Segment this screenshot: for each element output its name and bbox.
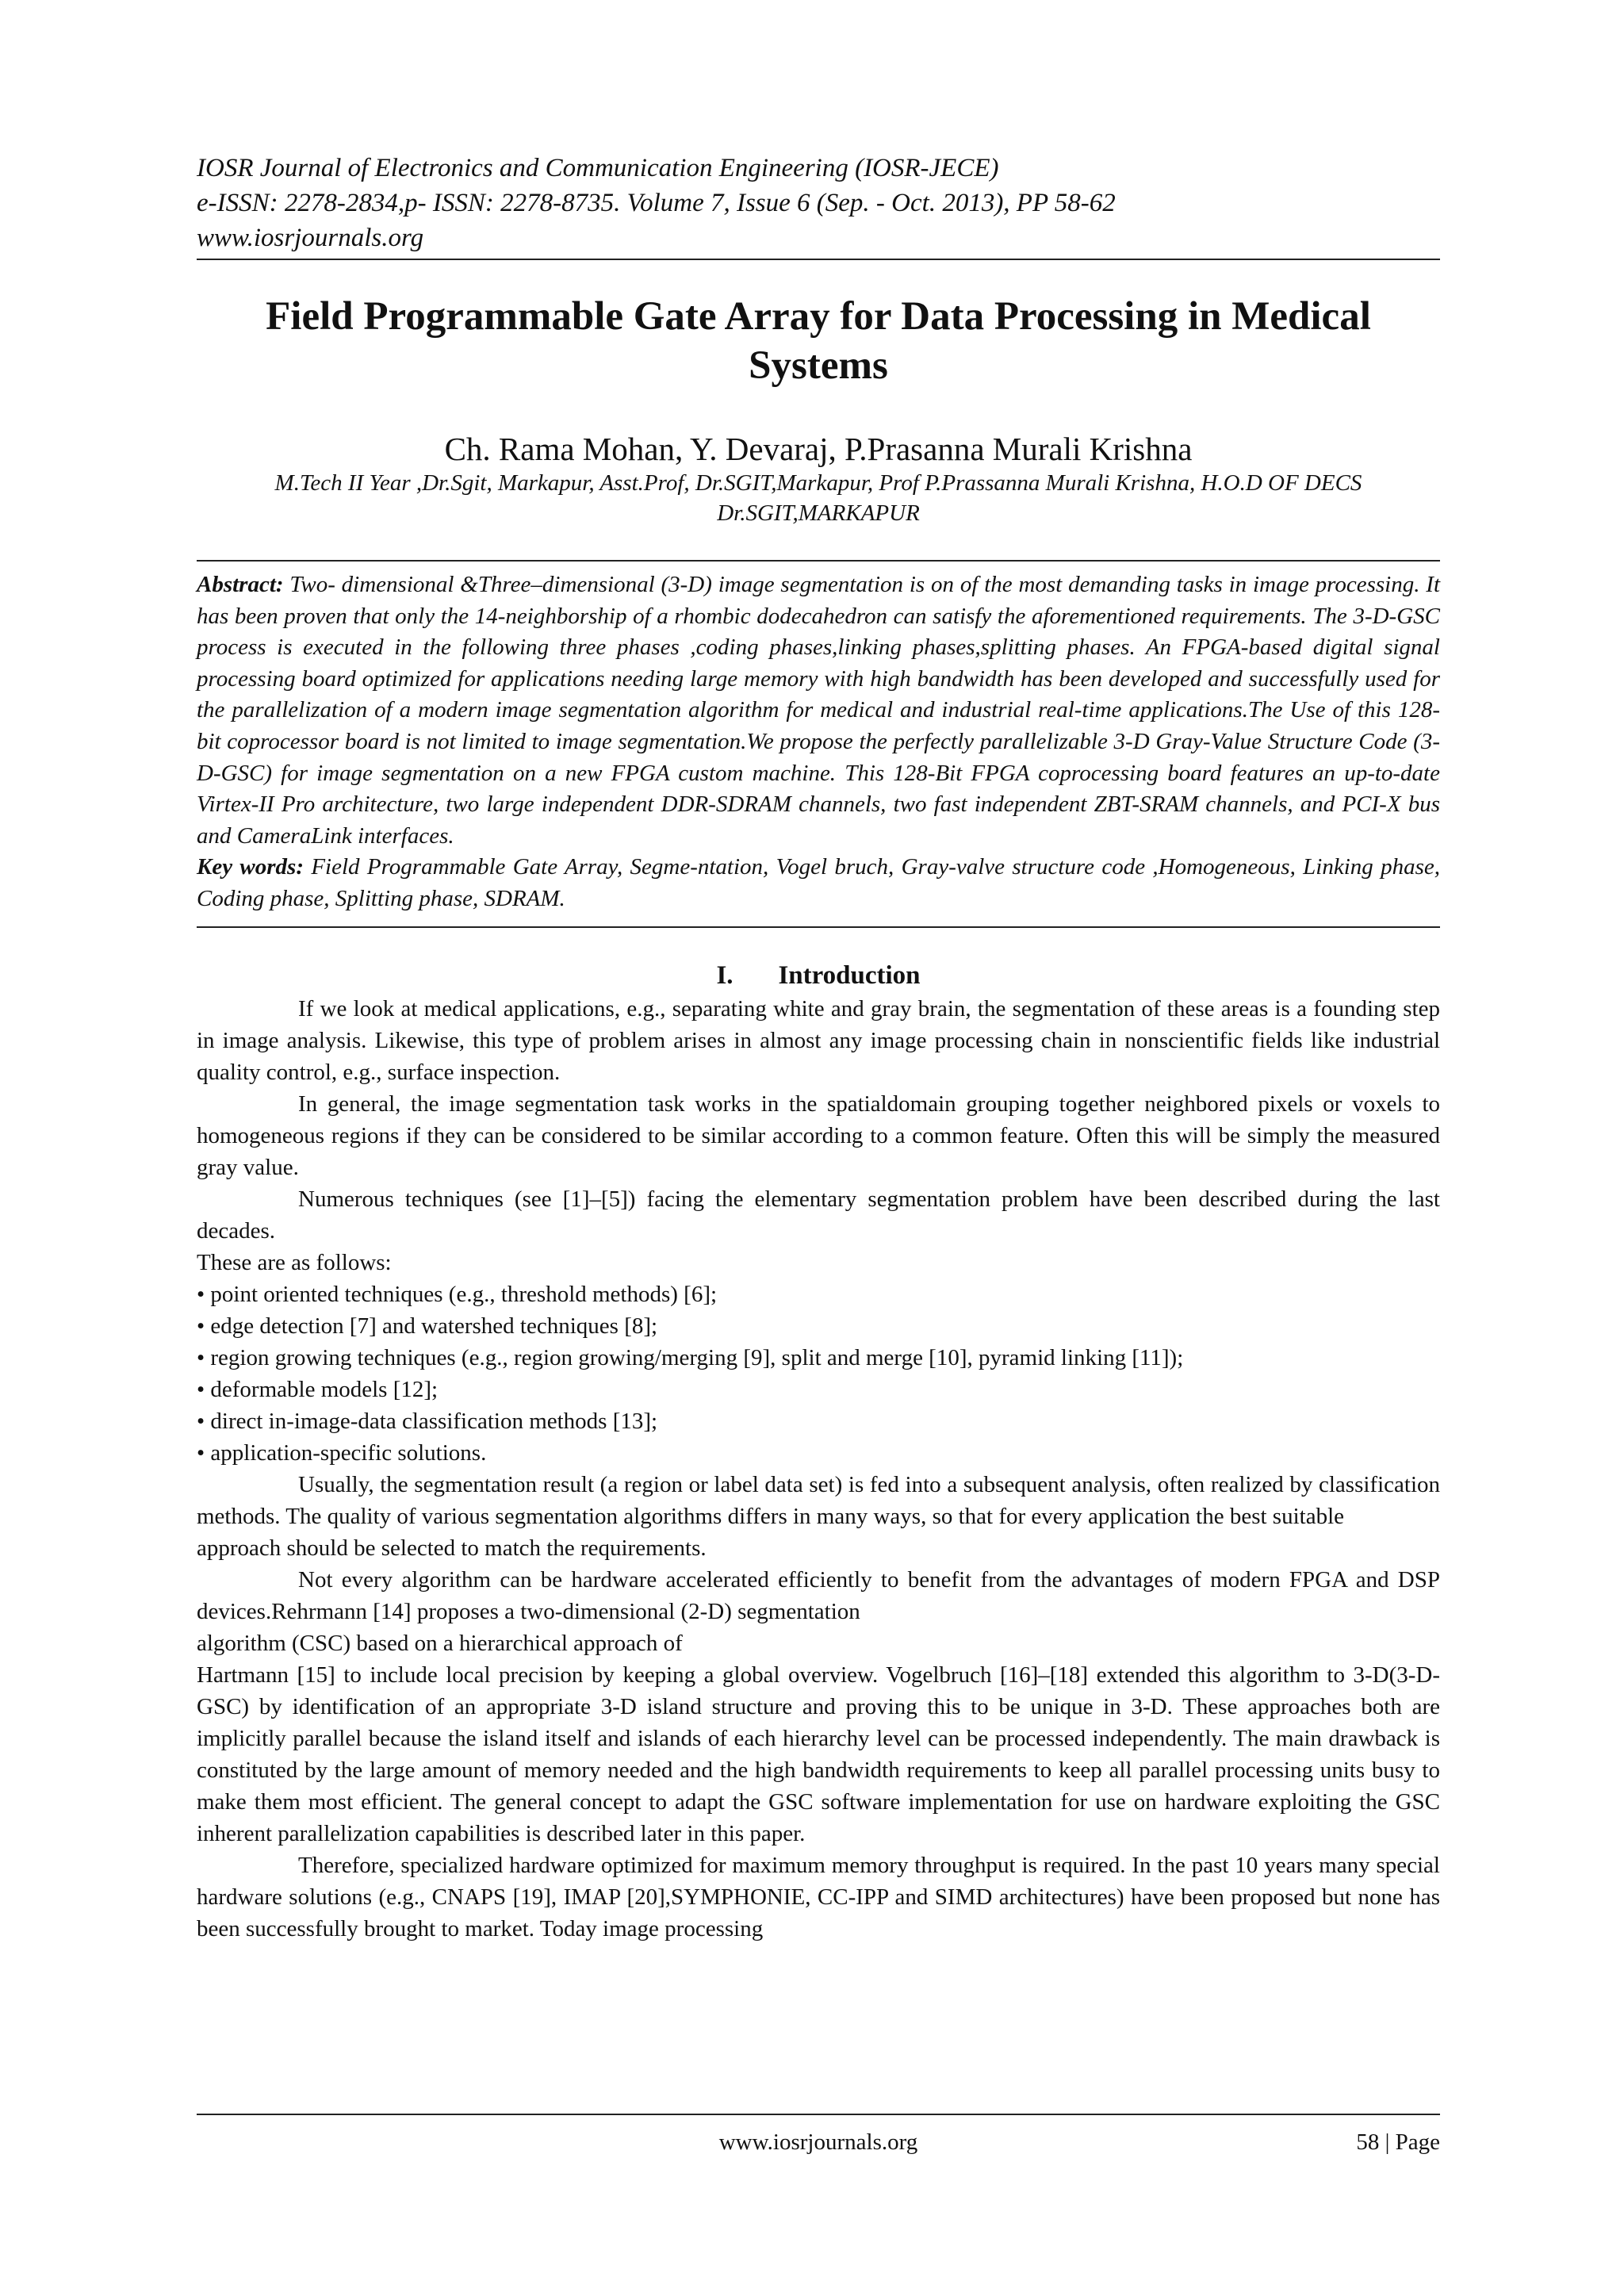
abstract-label: Abstract:: [197, 572, 284, 597]
keywords-paragraph: [197, 852, 1440, 914]
journal-header: [197, 151, 1440, 260]
keywords-label: Key words:: [197, 854, 304, 880]
journal-url: www.iosrjournals.org: [197, 224, 424, 252]
paper-title: [197, 292, 1440, 390]
section-number: I.: [716, 960, 733, 990]
journal-name: IOSR Journal of Electronics and Communication Engineering (IOSR-JECE): [197, 154, 999, 182]
bullet-item: • application-specific solutions.: [197, 1439, 487, 1466]
footer-page-number: 58 | Page: [1356, 2129, 1440, 2155]
bullet-item: • direct in-image-data classification methods [13];: [197, 1408, 658, 1434]
bullet-item: • edge detection [7] and watershed techniques [8];: [197, 1313, 658, 1339]
body-paragraph: Hartmann [15] to include local precision by keeping a global overview. Vogelbruch [16]–[18] extended this algorithm to 3-D(3-D-GSC) by identification of an appropriate 3-D island structure and proving this to be unique in 3-D. These approaches both are implicitly parallel because the island itself and islands of each hierarchy level can be processed independently. The main drawback is constituted by the large amount of memory needed and the high bandwidth requirements to keep all parallel processing units busy to make them most efficient. The general concept to adapt the GSC software implementation for use on hardware exploiting the GSC inherent parallelization capabilities is described later in this paper.: [197, 1662, 1440, 1846]
section-title: Introduction: [778, 960, 921, 990]
footer-url: www.iosrjournals.org: [718, 2129, 918, 2155]
page-footer: [197, 2114, 1440, 2155]
paper-title-line-1: Field Programmable Gate Array for Data Processing in Medical: [266, 294, 1371, 339]
section-heading-introduction: [197, 958, 1440, 993]
body-paragraph: These are as follows:: [197, 1249, 392, 1275]
abstract-section: [197, 560, 1440, 928]
keywords-text: Field Programmable Gate Array, Segme-ntation, Vogel bruch, Gray-valve structure code ,Homogeneous, Linking phase, Coding phase, Splitting phase, SDRAM.: [197, 854, 1440, 911]
paper-authors: Ch. Rama Mohan, Y. Devaraj, P.Prasanna Murali Krishna: [444, 431, 1193, 467]
abstract-text: Two- dimensional &Three–dimensional (3-D) image segmentation is on of the most demanding tasks in image processing. It has been proven that only the 14-neighborship of a rhombic dodecahedron can satisfy the aforementioned requirements. The 3-D-GSC process is executed in the following three phases ,coding phases,linking phases,splitting phases. An FPGA-based digital signal processing board optimized for applications needing large memory with high bandwidth has been developed and successfully used for the parallelization of a modern image segmentation algorithm for medical and industrial real-time applications.The Use of this 128-bit coprocessor board is not limited to image segmentation.We propose the perfectly parallelizable 3-D Gray-Value Structure Code (3-D-GSC) for image segmentation on a new FPGA custom machine. This 128-Bit FPGA coprocessing board features an up-to-date Virtex-II Pro architecture, two large independent DDR-SDRAM channels, two fast independent ZBT-SRAM channels, and PCI-X bus and CameraLink interfaces.: [197, 572, 1440, 849]
bullet-item: • deformable models [12];: [197, 1376, 439, 1402]
author-affiliation: M.Tech II Year ,Dr.Sgit, Markapur, Asst.Prof, Dr.SGIT,Markapur, Prof P.Prassanna Murali Krishna, H.O.D OF DECS Dr.SGIT,MARKAPUR: [274, 470, 1362, 526]
bullet-item: • region growing techniques (e.g., region growing/merging [9], split and merge [10], pyramid linking [11]);: [197, 1344, 1184, 1370]
paper-title-line-2: Systems: [749, 343, 888, 388]
paper-page: [197, 151, 1440, 1945]
introduction-body: [197, 993, 1440, 1945]
body-paragraph: In general, the image segmentation task works in the spatialdomain grouping together neighbored pixels or voxels to homogeneous regions if they can be considered to be similar according to a common feature. Often this will be simply the measured gray value.: [197, 1091, 1440, 1180]
journal-issn: e-ISSN: 2278-2834,p- ISSN: 2278-8735. Volume 7, Issue 6 (Sep. - Oct. 2013), PP 58-62: [197, 189, 1116, 217]
body-paragraph: Numerous techniques (see [1]–[5]) facing the elementary segmentation problem have been described during the last decades.: [197, 1186, 1440, 1244]
bullet-item: • point oriented techniques (e.g., threshold methods) [6];: [197, 1281, 718, 1307]
body-paragraph: approach should be selected to match the requirements.: [197, 1535, 707, 1561]
body-paragraph: algorithm (CSC) based on a hierarchical approach of: [197, 1630, 683, 1656]
body-paragraph: Therefore, specialized hardware optimized for maximum memory throughput is required. In the past 10 years many special hardware solutions (e.g., CNAPS [19], IMAP [20],SYMPHONIE, CC-IPP and SIMD architectures) have been proposed but none has been successfully brought to market. Today image processing: [197, 1852, 1440, 1941]
body-paragraph: Usually, the segmentation result (a region or label data set) is fed into a subsequent analysis, often realized by classification methods. The quality of various segmentation algorithms differs in many ways, so that for every application the best suitable: [197, 1471, 1440, 1529]
abstract-paragraph: [197, 569, 1440, 852]
body-paragraph: Not every algorithm can be hardware accelerated efficiently to benefit from the advantages of modern FPGA and DSP devices.Rehrmann [14] proposes a two-dimensional (2-D) segmentation: [197, 1566, 1440, 1624]
body-paragraph: If we look at medical applications, e.g., separating white and gray brain, the segmentation of these areas is a founding step in image analysis. Likewise, this type of problem arises in almost any image processing chain in nonscientific fields like industrial quality control, e.g., surface inspection.: [197, 995, 1440, 1085]
